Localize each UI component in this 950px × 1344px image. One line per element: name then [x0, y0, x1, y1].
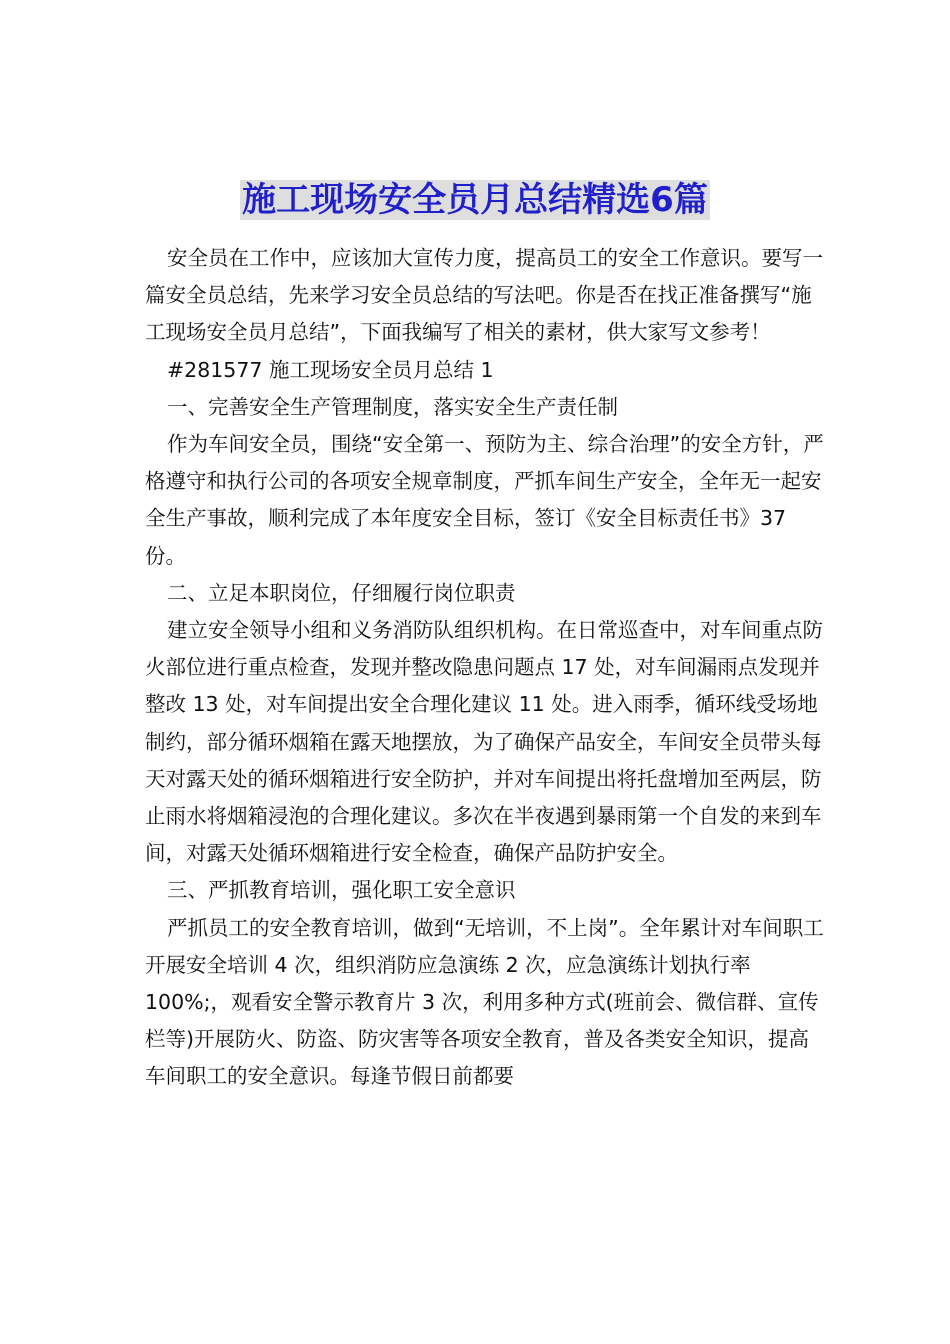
section-heading-2: 二、立足本职岗位，仔细履行岗位职责 — [167, 580, 516, 605]
document-title-text: 施工现场安全员月总结精选6篇 — [242, 180, 708, 220]
document-body — [145, 240, 825, 1096]
document-title — [0, 176, 950, 224]
section-heading-1: 一、完善安全生产管理制度，落实安全生产责任制 — [167, 394, 618, 419]
body-paragraph-3: 严抓员工的安全教育培训，做到“无培训，不上岗”。全年累计对车间职工开展安全培训 4 次，组织消防应急演练 2 次，应急演练计划执行率 100%;，观看安全警示教育片 3 次，利用多种方式(班前会、微信群、宣传栏等)开展防火、防盗、防灾害等各项安全教育，普及各类安全知识，提高车间职工的安全意识。每逢节假日前都要 — [145, 915, 824, 1089]
intro-paragraph: 安全员在工作中，应该加大宣传力度，提高员工的安全工作意识。要写一篇安全员总结，先来学习安全员总结的写法吧。你是否在找正准备撰写“施工现场安全员月总结”，下面我编写了相关的素材，供大家写文参考！ — [145, 246, 823, 345]
body-paragraph-2: 建立安全领导小组和义务消防队组织机构。在日常巡查中，对车间重点防火部位进行重点检查，发现并整改隐患问题点 17 处，对车间漏雨点发现并整改 13 处，对车间提出安全合理化建议 11 处。进入雨季，循环线受场地制约，部分循环烟箱在露天地摆放，为了确保产品安全，车间安全员带头每天对露天处的循环烟箱进行安全防护，并对车间提出将托盘增加至两层，防止雨水将烟箱浸泡的合理化建议。多次在半夜遇到暴雨第一个自发的来到车间，对露天处循环烟箱进行安全检查，确保产品防护安全。 — [145, 618, 823, 866]
section-heading-3: 三、严抓教育培训，强化职工安全意识 — [167, 878, 516, 903]
body-paragraph-1: 作为车间安全员，围绕“安全第一、预防为主、综合治理”的安全方针，严格遵守和执行公司的各项安全规章制度，严抓车间生产安全，全年无一起安全生产事故，顺利完成了本年度安全目标，签订《安全目标责任书》37 份。 — [145, 432, 824, 568]
section-heading-summary-1: #281577 施工现场安全员月总结 1 — [167, 357, 494, 382]
